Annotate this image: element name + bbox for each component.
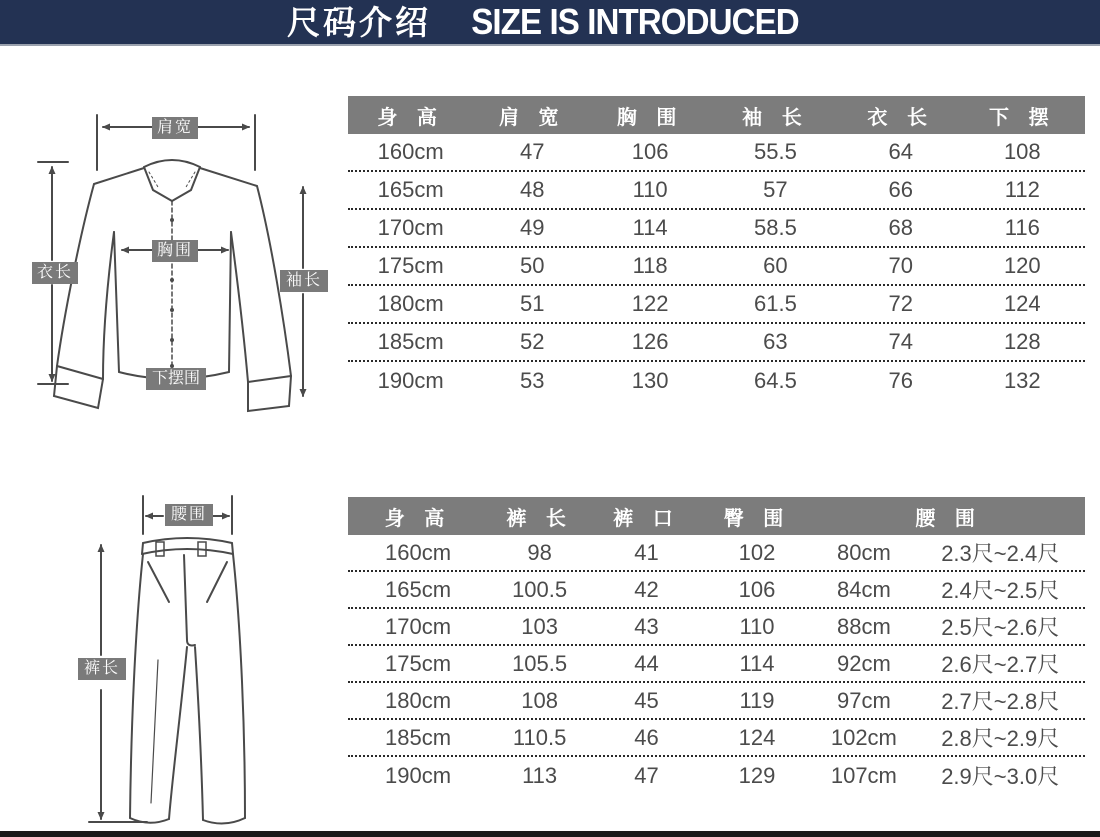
size-value-cell: 105.5 (512, 650, 568, 676)
hem-circumference-label: 下摆围 (146, 368, 206, 390)
table-row (348, 172, 1085, 210)
column-header: 腰 围 (915, 507, 982, 530)
size-value-cell: 98 (527, 539, 552, 565)
page-title-english: SIZE IS INTRODUCED (471, 1, 799, 42)
size-value-cell: 175cm (377, 253, 444, 278)
size-value-cell: 2.4尺~2.5尺 (941, 578, 1060, 603)
size-value-cell: 53 (519, 368, 545, 393)
size-value-cell: 88cm (836, 613, 891, 639)
size-value-cell: 112 (1004, 177, 1040, 202)
size-value-cell: 165cm (377, 177, 444, 202)
size-value-cell: 170cm (384, 613, 452, 639)
pants-table-body (348, 535, 1085, 794)
size-value-cell: 110 (739, 613, 775, 639)
size-value-cell: 107cm (830, 762, 897, 788)
table-row (348, 720, 1085, 757)
size-value-cell: 2.7尺~2.8尺 (941, 689, 1060, 714)
size-value-cell: 124 (738, 724, 776, 750)
column-header: 袖 长 (742, 106, 809, 129)
size-value-cell: 47 (634, 762, 659, 788)
clothes-length-label: 衣长 (32, 262, 78, 284)
size-value-cell: 70 (888, 253, 913, 278)
chest-label: 胸围 (152, 240, 198, 262)
size-value-cell: 122 (631, 291, 669, 316)
pants-table-header-row (348, 497, 1085, 535)
size-value-cell: 2.9尺~3.0尺 (941, 764, 1060, 789)
pants-diagram (55, 490, 325, 835)
size-value-cell: 175cm (384, 650, 452, 676)
table-row (348, 134, 1085, 172)
size-value-cell: 119 (739, 687, 775, 713)
size-value-cell: 48 (519, 177, 545, 202)
size-value-cell: 108 (521, 687, 558, 713)
size-value-cell: 180cm (377, 291, 444, 316)
sleeve-length-label: 袖长 (280, 270, 328, 292)
size-value-cell: 61.5 (754, 291, 797, 316)
column-header: 胸 围 (616, 106, 684, 129)
size-value-cell: 97cm (836, 687, 891, 713)
size-value-cell: 113 (522, 762, 558, 788)
table-row (348, 646, 1085, 683)
size-value-cell: 60 (763, 253, 788, 278)
size-value-cell: 46 (634, 724, 659, 750)
size-value-cell: 43 (634, 613, 659, 639)
table-row (348, 362, 1085, 400)
size-value-cell: 128 (1003, 329, 1041, 354)
shirt-size-table (348, 96, 1085, 400)
size-value-cell: 66 (888, 177, 913, 202)
bottom-divider-bar (0, 831, 1100, 837)
size-value-cell: 84cm (836, 576, 891, 602)
page-title-chinese: 尺码介绍 (286, 3, 431, 41)
size-value-cell: 58.5 (754, 215, 797, 240)
size-value-cell: 92cm (836, 650, 891, 676)
size-value-cell: 74 (888, 329, 913, 354)
table-row (348, 248, 1085, 286)
title-bar (0, 0, 1100, 46)
size-value-cell: 108 (1003, 139, 1041, 164)
size-value-cell: 42 (634, 576, 659, 602)
column-header: 衣 长 (867, 106, 934, 129)
size-value-cell: 102 (738, 539, 776, 565)
table-row (348, 572, 1085, 609)
size-value-cell: 110 (632, 177, 668, 202)
size-value-cell: 124 (1003, 291, 1041, 316)
size-value-cell: 47 (519, 139, 545, 164)
size-value-cell: 126 (631, 329, 669, 354)
pants-size-table (348, 497, 1085, 794)
size-value-cell: 160cm (384, 539, 452, 565)
table-row (348, 757, 1085, 794)
size-value-cell: 102cm (830, 724, 897, 750)
size-value-cell: 190cm (377, 368, 444, 393)
table-row (348, 286, 1085, 324)
table-row (348, 535, 1085, 572)
column-header: 肩 宽 (498, 106, 566, 129)
size-value-cell: 190cm (384, 762, 452, 788)
column-header: 身 高 (384, 507, 452, 530)
size-value-cell: 129 (738, 762, 776, 788)
size-value-cell: 80cm (836, 539, 891, 565)
column-header: 下 摆 (989, 106, 1056, 129)
shirt-table-body (348, 134, 1085, 400)
size-value-cell: 41 (634, 539, 659, 565)
size-value-cell: 185cm (384, 724, 452, 750)
size-value-cell: 110.5 (512, 724, 567, 750)
size-value-cell: 64.5 (754, 368, 797, 393)
size-value-cell: 160cm (377, 139, 444, 164)
size-value-cell: 51 (519, 291, 545, 316)
table-row (348, 210, 1085, 248)
size-value-cell: 2.5尺~2.6尺 (941, 615, 1060, 640)
size-value-cell: 57 (763, 177, 788, 202)
size-value-cell: 52 (519, 329, 545, 354)
column-header: 身 高 (377, 106, 444, 129)
size-value-cell: 2.6尺~2.7尺 (941, 652, 1060, 677)
table-row (348, 324, 1085, 362)
size-value-cell: 103 (521, 613, 558, 639)
size-value-cell: 114 (632, 215, 668, 240)
size-value-cell: 100.5 (512, 576, 568, 602)
size-value-cell: 49 (519, 215, 545, 240)
size-value-cell: 55.5 (754, 139, 797, 164)
size-value-cell: 2.3尺~2.4尺 (941, 541, 1060, 566)
size-value-cell: 64 (888, 139, 913, 164)
table-row (348, 683, 1085, 720)
shirt-diagram (10, 70, 350, 420)
table-row (348, 609, 1085, 646)
size-value-cell: 106 (631, 139, 669, 164)
size-value-cell: 106 (738, 576, 776, 602)
size-value-cell: 185cm (377, 329, 444, 354)
size-value-cell: 50 (519, 253, 545, 278)
size-value-cell: 63 (763, 329, 788, 354)
size-value-cell: 165cm (384, 576, 452, 602)
size-value-cell: 2.8尺~2.9尺 (941, 726, 1060, 751)
size-value-cell: 118 (632, 253, 668, 278)
shirt-table-header-row (348, 96, 1085, 134)
waist-label: 腰围 (165, 504, 213, 526)
size-value-cell: 170cm (377, 215, 444, 240)
column-header: 裤 长 (506, 507, 573, 530)
size-value-cell: 130 (631, 368, 669, 393)
size-value-cell: 180cm (384, 687, 452, 713)
size-value-cell: 68 (888, 215, 913, 240)
size-value-cell: 114 (739, 650, 775, 676)
column-header: 臀 围 (723, 507, 791, 530)
size-value-cell: 120 (1003, 253, 1041, 278)
size-value-cell: 45 (634, 687, 659, 713)
size-value-cell: 72 (888, 291, 913, 316)
size-value-cell: 116 (1004, 215, 1040, 240)
size-value-cell: 44 (634, 650, 659, 676)
size-value-cell: 132 (1003, 368, 1041, 393)
column-header: 裤 口 (613, 507, 680, 530)
size-value-cell: 76 (888, 368, 913, 393)
shoulder-width-label: 肩宽 (152, 117, 198, 139)
pants-length-label: 裤长 (78, 658, 126, 680)
